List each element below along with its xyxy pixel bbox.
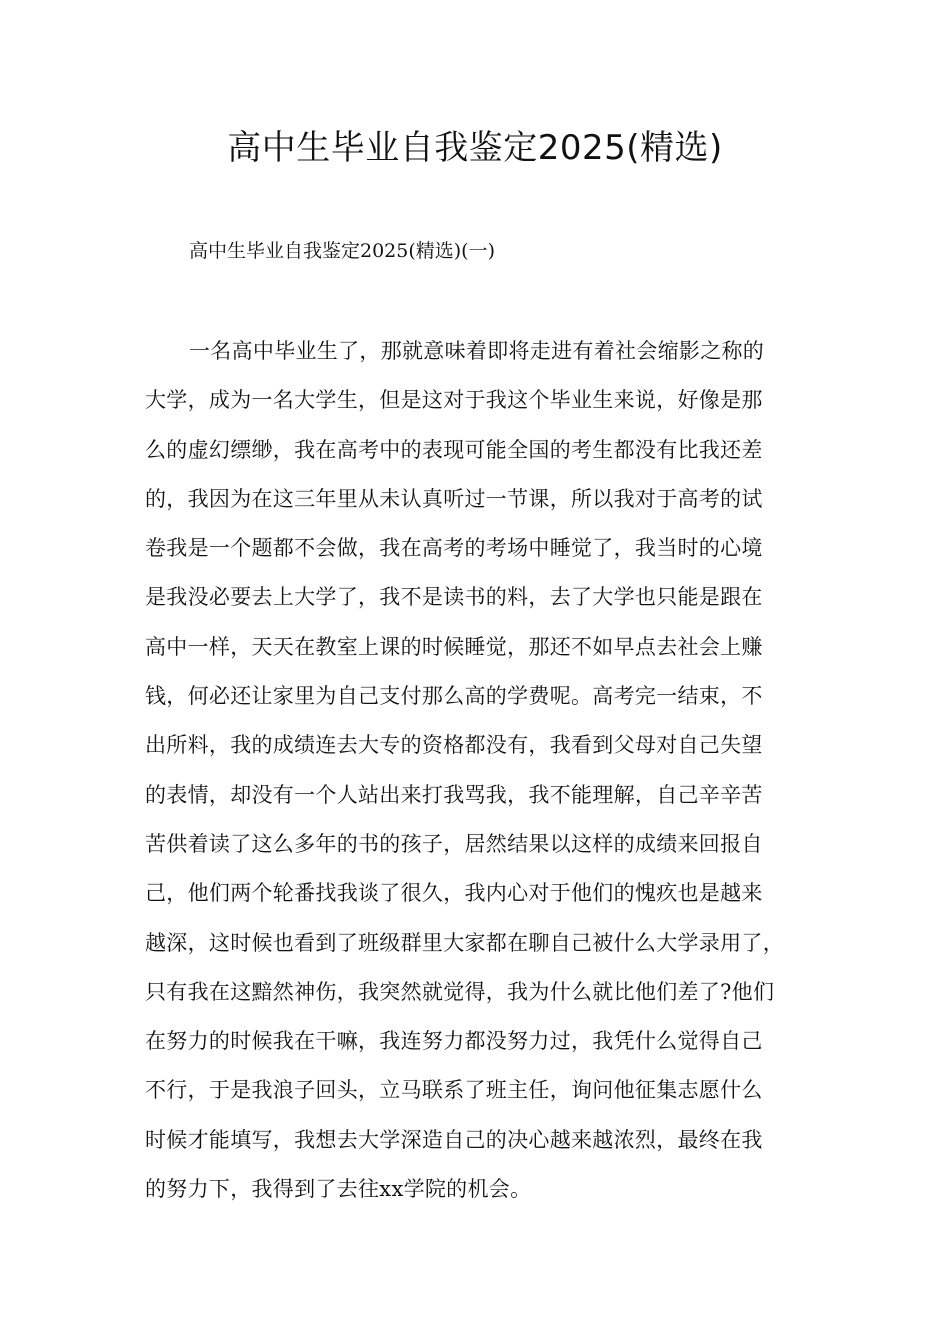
body-line: 卷我是一个题都不会做，我在高考的考场中睡觉了，我当时的心境 xyxy=(145,536,763,561)
body-line: 的，我因为在这三年里从未认真听过一节课，所以我对于高考的试 xyxy=(145,486,763,511)
body-line: 的努力下，我得到了去往xx学院的机会。 xyxy=(145,1177,532,1202)
body-line: 的表情，却没有一个人站出来打我骂我，我不能理解，自己辛辛苦 xyxy=(145,782,763,807)
body-line: 不行，于是我浪子回头，立马联系了班主任，询问他征集志愿什么 xyxy=(145,1078,763,1103)
body-line: 是我没必要去上大学了，我不是读书的料，去了大学也只能是跟在 xyxy=(145,585,763,610)
body-line: 钱，何必还让家里为自己支付那么高的学费呢。高考完一结束，不 xyxy=(145,684,763,709)
body-line: 只有我在这黯然神伤，我突然就觉得，我为什么就比他们差了?他们 xyxy=(145,979,775,1004)
body-line: 出所料，我的成绩连去大专的资格都没有，我看到父母对自己失望 xyxy=(145,733,763,758)
section-heading: 高中生毕业自我鉴定2025(精选)(一) xyxy=(189,240,496,262)
body-line: 己，他们两个轮番找我谈了很久，我内心对于他们的愧疚也是越来 xyxy=(145,881,763,906)
body-line: 越深，这时候也看到了班级群里大家都在聊自己被什么大学录用了， xyxy=(145,930,784,955)
body-line: 大学，成为一名大学生，但是这对于我这个毕业生来说，好像是那 xyxy=(145,388,763,413)
body-line: 时候才能填写，我想去大学深造自己的决心越来越浓烈，最终在我 xyxy=(145,1127,763,1152)
body-line: 苦供着读了这么多年的书的孩子，居然结果以这样的成绩来回报自 xyxy=(145,831,763,856)
body-paragraph xyxy=(145,330,825,1217)
document-title: 高中生毕业自我鉴定2025(精选) xyxy=(227,128,723,168)
body-line: 么的虚幻缥缈，我在高考中的表现可能全国的考生都没有比我还差 xyxy=(145,437,763,462)
body-line: 高中一样，天天在教室上课的时候睡觉，那还不如早点去社会上赚 xyxy=(145,634,763,659)
body-line: 在努力的时候我在干嘛，我连努力都没努力过，我凭什么觉得自己 xyxy=(145,1029,763,1054)
body-line: 一名高中毕业生了，那就意味着即将走进有着社会缩影之称的 xyxy=(189,339,765,363)
